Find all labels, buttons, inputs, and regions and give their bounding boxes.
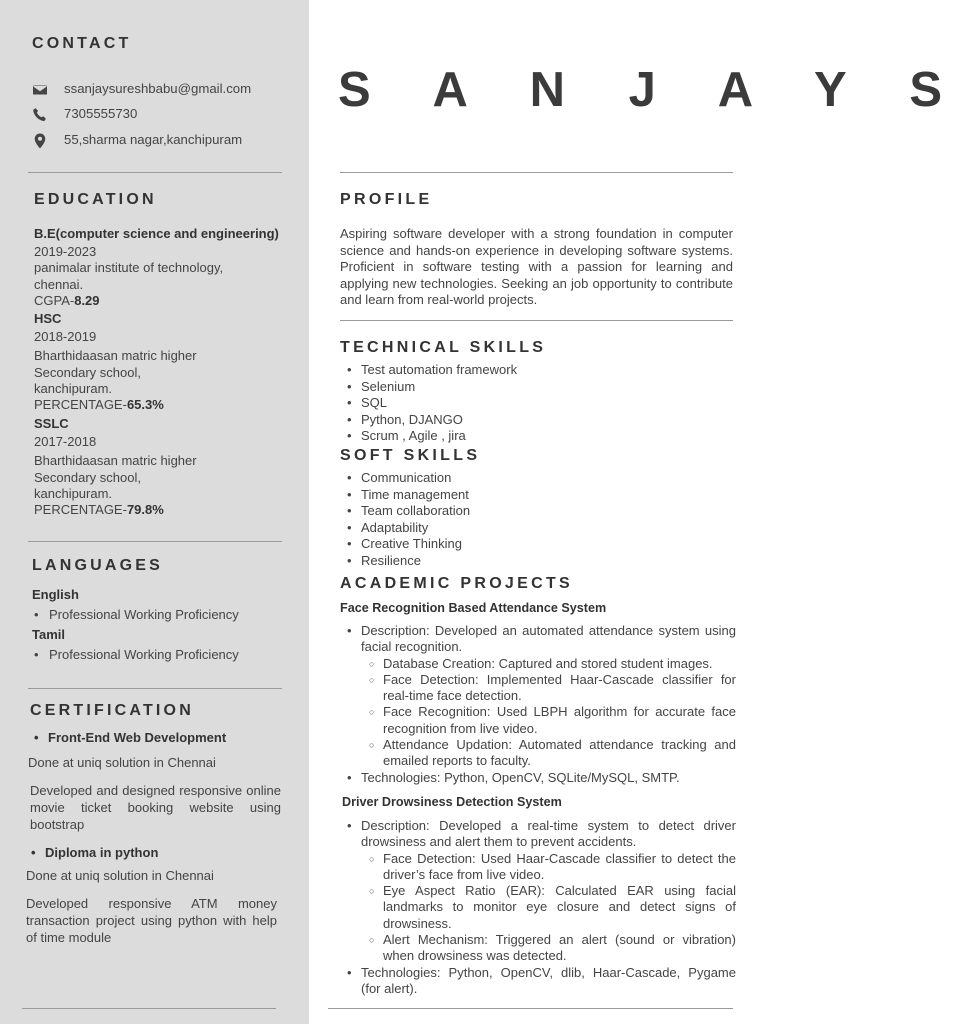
project-detail: ○ Eye Aspect Ratio (EAR): Calculated EAR using facial landmarks to monitor eye closure and detect signs of drowsiness.: [340, 883, 736, 932]
score-label: CGPA-: [34, 292, 75, 308]
project-detail: ○ Face Detection: Implemented Haar-Cascade classifier for real-time face detection.: [340, 672, 736, 705]
phone-icon: [32, 107, 48, 123]
institution-line: Bharthidaasan matric higher: [34, 453, 197, 469]
divider: [28, 541, 282, 542]
divider: [340, 320, 733, 321]
degree: HSC: [34, 311, 62, 326]
years: 2019-2023: [34, 244, 97, 260]
score-label: PERCENTAGE-: [34, 397, 127, 413]
list-item: • Test automation framework: [347, 362, 517, 379]
certification-place: Done at uniq solution in Chennai: [26, 868, 214, 883]
certification-title: • Diploma in python: [31, 845, 158, 860]
language-level: • Professional Working Proficiency: [34, 647, 239, 662]
score-label: PERCENTAGE-: [34, 502, 127, 518]
education-entry: [34, 416, 292, 518]
certification-description: Developed responsive ATM money transaction project using python with help of time module: [26, 896, 277, 945]
years: 2018-2019: [34, 329, 97, 345]
degree: SSLC: [34, 416, 69, 431]
institution-line: kanchipuram.: [34, 485, 113, 501]
institution-line: panimalar institute of technology,: [34, 260, 224, 276]
profile-summary: Aspiring software developer with a strong foundation in computer science and hands-on experience in developing software systems. Proficient in software testing with a passion for learning and applying new technologies. Seeking an job opportunity to contribute and learn from real-world projects.: [340, 226, 733, 307]
list-item: • Creative Thinking: [347, 536, 470, 553]
list-item: • Scrum , Agile , jira: [347, 428, 517, 445]
divider: [28, 688, 282, 689]
project-details: [340, 623, 736, 786]
institution-line: Secondary school,: [34, 469, 141, 485]
education-entry: [34, 311, 292, 413]
divider: [28, 172, 282, 173]
academic-projects-heading: ACADEMIC PROJECTS: [340, 575, 574, 592]
list-item: • SQL: [347, 395, 517, 412]
project-detail: ○ Attendance Updation: Automated attendance tracking and emailed reports to faculty.: [340, 737, 736, 770]
project-detail: ○ Alert Mechanism: Triggered an alert (sound or vibration) when drowsiness was detected.: [340, 932, 736, 965]
address: 55,sharma nagar,kanchipuram: [64, 132, 243, 147]
language-name: Tamil: [32, 627, 65, 642]
language-name: English: [32, 587, 79, 602]
list-item: • Python, DJANGO: [347, 412, 517, 429]
soft-skills-list: [347, 470, 470, 569]
list-item: • Resilience: [347, 553, 470, 570]
project-details: [340, 818, 736, 997]
project-technologies: • Technologies: Python, OpenCV, dlib, Haar-Cascade, Pygame (for alert).: [340, 965, 736, 998]
divider: [340, 172, 733, 173]
score-value: 8.29: [74, 292, 100, 308]
sidebar: [0, 0, 309, 1024]
institution-line: chennai.: [34, 276, 84, 292]
project-description: • Description: Developed an automated attendance system using facial recognition.: [340, 623, 736, 656]
institution-line: Secondary school,: [34, 364, 141, 380]
list-item: • Adaptability: [347, 520, 470, 537]
language-level: • Professional Working Proficiency: [34, 607, 239, 622]
project-detail: ○ Face Recognition: Used LBPH algorithm for accurate face recognition from live video.: [340, 704, 736, 737]
email-link[interactable]: ssanjaysureshbabu@gmail.com: [64, 81, 252, 96]
contact-heading: CONTACT: [32, 35, 132, 52]
candidate-name: S A N J A Y S: [338, 63, 967, 117]
project-detail: ○ Database Creation: Captured and stored student images.: [340, 656, 736, 672]
list-item: • Team collaboration: [347, 503, 470, 520]
degree: B.E(computer science and engineering): [34, 226, 279, 241]
divider: [328, 1008, 733, 1009]
profile-heading: PROFILE: [340, 191, 433, 208]
soft-skills-heading: SOFT SKILLS: [340, 447, 481, 464]
divider: [22, 1008, 276, 1009]
list-item: • Selenium: [347, 379, 517, 396]
project-title: Driver Drowsiness Detection System: [342, 795, 562, 809]
list-item: • Time management: [347, 487, 470, 504]
location-pin-icon: [32, 133, 48, 149]
education-entry: [34, 226, 292, 309]
contact-email-row: [32, 80, 252, 100]
institution-line: kanchipuram.: [34, 380, 113, 396]
score-value: 79.8%: [126, 502, 164, 518]
institution-line: Bharthidaasan matric higher: [34, 348, 197, 364]
contact-phone-row: [32, 105, 138, 125]
years: 2017-2018: [34, 434, 97, 450]
contact-address-row: [32, 131, 243, 151]
technical-skills-heading: TECHNICAL SKILLS: [340, 339, 547, 356]
certification-title: • Front-End Web Development: [34, 730, 226, 745]
languages-heading: LANGUAGES: [32, 557, 164, 574]
project-detail: ○ Face Detection: Used Haar-Cascade classifier to detect the driver’s face from live video.: [340, 851, 736, 884]
certification-description: Developed and designed responsive online movie ticket booking website using bootstrap: [30, 783, 281, 832]
envelope-icon: [32, 82, 48, 98]
education-heading: EDUCATION: [34, 191, 157, 208]
score-value: 65.3%: [126, 397, 164, 413]
certification-heading: CERTIFICATION: [30, 702, 194, 719]
project-technologies: • Technologies: Python, OpenCV, SQLite/MySQL, SMTP.: [340, 770, 736, 786]
technical-skills-list: [347, 362, 517, 445]
certification-place: Done at uniq solution in Chennai: [28, 755, 216, 770]
phone-number: 7305555730: [64, 106, 138, 121]
list-item: • Communication: [347, 470, 470, 487]
project-description: • Description: Developed a real-time system to detect driver drowsiness and alert them to prevent accidents.: [340, 818, 736, 851]
project-title: Face Recognition Based Attendance System: [340, 601, 607, 615]
